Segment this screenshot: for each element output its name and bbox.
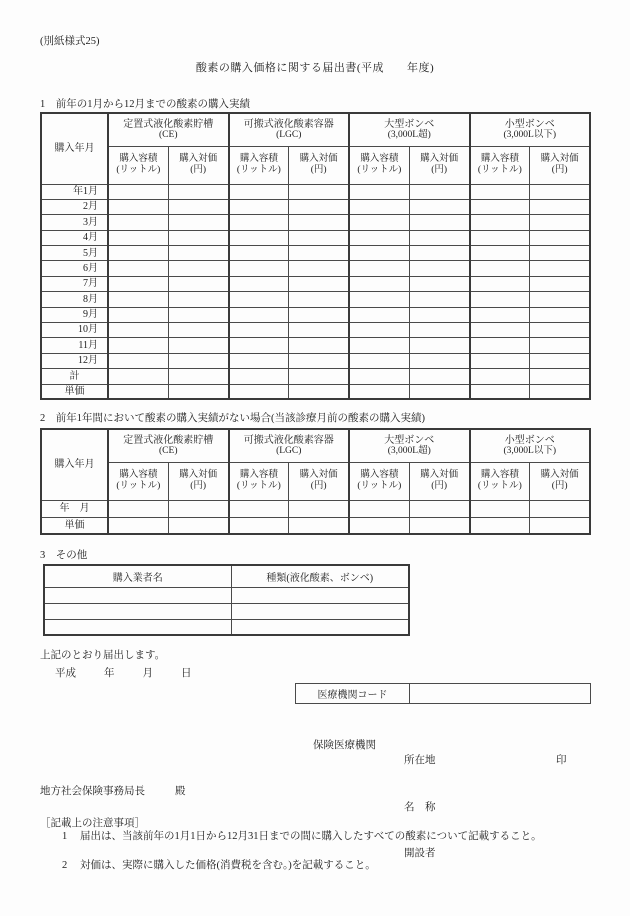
empty-value-cell	[289, 338, 349, 353]
subheader-volume	[470, 462, 530, 500]
empty-value-cell	[409, 353, 469, 368]
empty-value-cell	[289, 261, 349, 276]
group-header	[229, 429, 350, 462]
field-address-label: 所在地	[404, 755, 436, 766]
empty-value-cell	[168, 246, 228, 261]
group-name: 定置式液化酸素貯槽	[123, 434, 214, 446]
empty-value-cell	[470, 353, 530, 368]
empty-value-cell	[229, 184, 289, 199]
subheader-line1: 購入対価	[179, 470, 218, 481]
group-header	[229, 113, 350, 146]
empty-value-cell	[409, 199, 469, 214]
row-label: 11月	[41, 338, 108, 353]
empty-value-cell	[229, 292, 289, 307]
subheader-volume	[349, 146, 409, 184]
empty-value-cell	[530, 369, 590, 384]
empty-value-cell	[530, 338, 590, 353]
empty-value-cell	[229, 215, 289, 230]
empty-value-cell	[231, 587, 409, 603]
subheader-line2: (円)	[431, 481, 448, 491]
empty-value-cell	[168, 500, 228, 517]
subheader-volume	[470, 146, 530, 184]
empty-value-cell	[470, 292, 530, 307]
row-label: 計	[41, 369, 108, 384]
subheader-price	[289, 146, 349, 184]
empty-value-cell	[289, 230, 349, 245]
empty-value-cell	[229, 307, 289, 322]
empty-value-cell	[168, 261, 228, 276]
group-subtitle: (3,000L以下)	[503, 130, 556, 141]
empty-value-cell	[289, 500, 349, 517]
group-name: 小型ボンベ	[504, 118, 555, 130]
insured-institution-label: 保険医療機関	[313, 740, 376, 751]
row-label: 6月	[41, 261, 108, 276]
empty-value-cell	[108, 338, 168, 353]
empty-value-cell	[44, 603, 231, 619]
empty-value-cell	[349, 230, 409, 245]
empty-value-cell	[229, 369, 289, 384]
empty-value-cell	[289, 199, 349, 214]
subheader-line1: 購入容積	[239, 470, 278, 481]
table-row	[41, 261, 590, 276]
empty-value-cell	[108, 307, 168, 322]
group-name: 大型ボンベ	[384, 118, 435, 130]
date-month: 月	[142, 668, 153, 679]
empty-value-cell	[168, 517, 228, 534]
subheader-line1: 購入対価	[540, 470, 579, 481]
empty-value-cell	[409, 338, 469, 353]
empty-value-cell	[470, 323, 530, 338]
empty-value-cell	[229, 276, 289, 291]
empty-value-cell	[229, 338, 289, 353]
group-subtitle: (CE)	[159, 446, 178, 457]
empty-value-cell	[229, 323, 289, 338]
group-header	[470, 429, 591, 462]
empty-value-cell	[289, 369, 349, 384]
subheader-line1: 購入容積	[119, 154, 158, 165]
empty-value-cell	[168, 199, 228, 214]
subheader-line1: 購入容積	[360, 154, 399, 165]
group-name: 大型ボンベ	[384, 434, 435, 446]
empty-value-cell	[168, 338, 228, 353]
empty-value-cell	[108, 517, 168, 534]
empty-value-cell	[108, 230, 168, 245]
table-row	[41, 500, 590, 517]
empty-value-cell	[349, 500, 409, 517]
empty-value-cell	[470, 184, 530, 199]
empty-value-cell	[470, 246, 530, 261]
empty-value-cell	[168, 369, 228, 384]
row-label: 単価	[41, 517, 108, 534]
subheader-line2: (リットル)	[357, 165, 402, 175]
group-header	[470, 113, 591, 146]
purchase-table-annual-wrap	[40, 112, 591, 400]
row-label: 7月	[41, 276, 108, 291]
subheader-line2: (円)	[431, 165, 448, 175]
group-header	[108, 429, 229, 462]
group-name: 定置式液化酸素貯槽	[123, 118, 214, 130]
director-honorific: 殿	[175, 786, 186, 797]
empty-value-cell	[470, 261, 530, 276]
row-label: 年1月	[41, 184, 108, 199]
empty-value-cell	[349, 246, 409, 261]
row-label: 4月	[41, 230, 108, 245]
empty-value-cell	[349, 215, 409, 230]
other-table	[43, 564, 410, 636]
row-label: 10月	[41, 323, 108, 338]
empty-value-cell	[349, 323, 409, 338]
empty-value-cell	[229, 384, 289, 399]
subheader-line2: (円)	[310, 165, 327, 175]
other-header-type: 種類(液化酸素、ボンベ)	[231, 565, 409, 587]
group-name: 小型ボンベ	[504, 434, 555, 446]
subheader-line1: 購入対価	[540, 154, 579, 165]
empty-value-cell	[108, 384, 168, 399]
section2-heading: 2 前年1年間において酸素の購入実績がない場合(当該診療月前の酸素の購入実績)	[40, 413, 425, 424]
empty-value-cell	[530, 307, 590, 322]
subheader-line1: 購入対価	[420, 154, 459, 165]
subheader-line1: 購入容積	[360, 470, 399, 481]
empty-value-cell	[289, 246, 349, 261]
empty-value-cell	[409, 292, 469, 307]
note-item-1	[62, 830, 587, 845]
row-label: 年 月	[41, 500, 108, 517]
empty-value-cell	[108, 353, 168, 368]
subheader-line2: (円)	[310, 481, 327, 491]
subheader-line2: (円)	[190, 165, 207, 175]
row-label: 2月	[41, 199, 108, 214]
table-row	[41, 230, 590, 245]
other-table-header-row	[44, 565, 409, 587]
table-row	[44, 603, 409, 619]
empty-value-cell	[108, 215, 168, 230]
empty-value-cell	[470, 215, 530, 230]
subheader-line1: 購入容積	[239, 154, 278, 165]
empty-value-cell	[530, 184, 590, 199]
empty-value-cell	[168, 307, 228, 322]
notes-title: ［記載上の注意事項］	[40, 818, 145, 829]
row-label: 9月	[41, 307, 108, 322]
seal-mark: 印	[556, 755, 567, 766]
empty-value-cell	[229, 261, 289, 276]
subheader-volume	[229, 146, 289, 184]
group-header	[108, 113, 229, 146]
empty-value-cell	[168, 184, 228, 199]
subheader-line2: (リットル)	[116, 165, 161, 175]
empty-value-cell	[229, 517, 289, 534]
empty-value-cell	[108, 199, 168, 214]
empty-value-cell	[409, 307, 469, 322]
empty-value-cell	[409, 246, 469, 261]
empty-value-cell	[409, 215, 469, 230]
page-title: 酸素の購入価格に関する届出書(平成 年度)	[195, 62, 435, 74]
subheader-price	[530, 462, 590, 500]
empty-value-cell	[349, 353, 409, 368]
empty-value-cell	[349, 338, 409, 353]
empty-value-cell	[108, 184, 168, 199]
empty-value-cell	[530, 500, 590, 517]
empty-value-cell	[470, 369, 530, 384]
empty-value-cell	[470, 230, 530, 245]
empty-value-cell	[108, 292, 168, 307]
empty-value-cell	[470, 276, 530, 291]
empty-value-cell	[229, 500, 289, 517]
empty-value-cell	[470, 384, 530, 399]
subheader-price	[409, 146, 469, 184]
empty-value-cell	[470, 307, 530, 322]
table-row	[41, 292, 590, 307]
subheader-line1: 購入容積	[480, 154, 519, 165]
subheader-price	[168, 462, 228, 500]
section1-heading: 1 前年の1月から12月までの酸素の購入実績	[40, 99, 250, 110]
subheader-line1: 購入対価	[299, 154, 338, 165]
purchase-table	[40, 428, 591, 535]
empty-value-cell	[168, 276, 228, 291]
empty-value-cell	[349, 517, 409, 534]
empty-value-cell	[229, 246, 289, 261]
director-line	[40, 783, 186, 798]
empty-value-cell	[530, 276, 590, 291]
column-header-month: 購入年月	[41, 429, 108, 500]
table-row	[41, 215, 590, 230]
date-line	[55, 665, 220, 680]
table-row	[41, 184, 590, 199]
empty-value-cell	[409, 384, 469, 399]
medical-institution-code-value	[410, 684, 590, 703]
empty-value-cell	[470, 517, 530, 534]
group-name: 可搬式液化酸素容器	[243, 434, 334, 446]
subheader-line2: (円)	[190, 481, 207, 491]
empty-value-cell	[409, 184, 469, 199]
subheader-line2: (リットル)	[236, 165, 281, 175]
empty-value-cell	[409, 323, 469, 338]
empty-value-cell	[530, 199, 590, 214]
subheader-price	[530, 146, 590, 184]
subheader-line2: (リットル)	[477, 165, 522, 175]
empty-value-cell	[470, 500, 530, 517]
empty-value-cell	[530, 384, 590, 399]
subheader-volume	[108, 146, 168, 184]
table-row	[41, 276, 590, 291]
empty-value-cell	[349, 292, 409, 307]
section3-heading: 3 その他	[40, 550, 88, 561]
director-label: 地方社会保険事務局長	[40, 786, 145, 797]
subheader-volume	[229, 462, 289, 500]
table-row	[44, 619, 409, 635]
subheader-volume	[349, 462, 409, 500]
empty-value-cell	[289, 292, 349, 307]
empty-value-cell	[349, 384, 409, 399]
empty-value-cell	[289, 353, 349, 368]
empty-value-cell	[289, 215, 349, 230]
row-label: 12月	[41, 353, 108, 368]
group-subtitle: (LGC)	[276, 130, 302, 141]
subheader-line1: 購入対価	[179, 154, 218, 165]
group-subtitle: (3,000L以下)	[503, 446, 556, 457]
subheader-price	[289, 462, 349, 500]
empty-value-cell	[530, 517, 590, 534]
empty-value-cell	[289, 307, 349, 322]
empty-value-cell	[168, 323, 228, 338]
table-row	[41, 199, 590, 214]
empty-value-cell	[229, 199, 289, 214]
empty-value-cell	[289, 517, 349, 534]
empty-value-cell	[409, 261, 469, 276]
subheader-price	[168, 146, 228, 184]
purchase-table-no-history-wrap	[40, 428, 591, 535]
note-2-number: 2	[62, 860, 68, 871]
row-label: 単価	[41, 384, 108, 399]
subheader-line2: (リットル)	[116, 481, 161, 491]
empty-value-cell	[289, 323, 349, 338]
empty-value-cell	[349, 276, 409, 291]
subheader-line2: (リットル)	[236, 481, 281, 491]
empty-value-cell	[530, 261, 590, 276]
table-row	[41, 353, 590, 368]
group-name: 可搬式液化酸素容器	[243, 118, 334, 130]
empty-value-cell	[168, 292, 228, 307]
empty-value-cell	[231, 603, 409, 619]
empty-value-cell	[349, 199, 409, 214]
declaration-text: 上記のとおり届出します。	[40, 650, 166, 661]
empty-value-cell	[231, 619, 409, 635]
empty-value-cell	[349, 369, 409, 384]
empty-value-cell	[168, 384, 228, 399]
table-row	[41, 369, 590, 384]
subheader-price	[409, 462, 469, 500]
empty-value-cell	[530, 323, 590, 338]
empty-value-cell	[409, 517, 469, 534]
empty-value-cell	[108, 323, 168, 338]
note-1-text: 届出は、当該前年の1月1日から12月31日までの間に購入したすべての酸素について記載すること。	[80, 831, 542, 842]
empty-value-cell	[108, 246, 168, 261]
subheader-line1: 購入容積	[480, 470, 519, 481]
empty-value-cell	[229, 230, 289, 245]
subheader-line2: (円)	[551, 165, 568, 175]
empty-value-cell	[409, 500, 469, 517]
empty-value-cell	[108, 500, 168, 517]
subheader-line2: (リットル)	[477, 481, 522, 491]
empty-value-cell	[44, 587, 231, 603]
empty-value-cell	[530, 215, 590, 230]
empty-value-cell	[530, 353, 590, 368]
table-row	[41, 338, 590, 353]
subheader-line1: 購入容積	[119, 470, 158, 481]
subheader-line2: (リットル)	[357, 481, 402, 491]
row-label: 8月	[41, 292, 108, 307]
empty-value-cell	[108, 261, 168, 276]
group-subtitle: (3,000L超)	[387, 446, 431, 457]
empty-value-cell	[409, 276, 469, 291]
medical-institution-code-label: 医療機関コード	[296, 684, 410, 703]
table-row	[41, 323, 590, 338]
table-row	[44, 587, 409, 603]
empty-value-cell	[409, 230, 469, 245]
subheader-line1: 購入対価	[420, 470, 459, 481]
column-header-month: 購入年月	[41, 113, 108, 184]
row-label: 5月	[41, 246, 108, 261]
empty-value-cell	[108, 276, 168, 291]
group-subtitle: (CE)	[159, 130, 178, 141]
group-subtitle: (LGC)	[276, 446, 302, 457]
empty-value-cell	[470, 338, 530, 353]
empty-value-cell	[229, 353, 289, 368]
table-row	[41, 517, 590, 534]
subheader-line2: (円)	[551, 481, 568, 491]
empty-value-cell	[168, 215, 228, 230]
group-header	[349, 429, 470, 462]
empty-value-cell	[349, 307, 409, 322]
empty-value-cell	[349, 261, 409, 276]
empty-value-cell	[168, 230, 228, 245]
empty-value-cell	[530, 292, 590, 307]
field-founder-label: 開設者	[404, 848, 436, 859]
empty-value-cell	[530, 246, 590, 261]
note-2-text: 対価は、実際に購入した価格(消費税を含む。)を記載すること。	[80, 860, 376, 871]
other-header-vendor: 購入業者名	[44, 565, 231, 587]
purchase-table	[40, 112, 591, 400]
empty-value-cell	[168, 353, 228, 368]
empty-value-cell	[349, 184, 409, 199]
table-row	[41, 246, 590, 261]
empty-value-cell	[289, 184, 349, 199]
empty-value-cell	[530, 230, 590, 245]
group-header	[349, 113, 470, 146]
field-name-label: 名 称	[404, 801, 436, 813]
note-item-2	[62, 859, 587, 874]
empty-value-cell	[289, 384, 349, 399]
subheader-line1: 購入対価	[299, 470, 338, 481]
medical-institution-code-box	[295, 683, 591, 704]
note-1-number: 1	[62, 831, 68, 842]
empty-value-cell	[44, 619, 231, 635]
empty-value-cell	[289, 276, 349, 291]
subheader-volume	[108, 462, 168, 500]
table-row	[41, 307, 590, 322]
date-era: 平成	[55, 668, 76, 679]
empty-value-cell	[470, 199, 530, 214]
date-day: 日	[181, 668, 192, 679]
date-year: 年	[104, 668, 115, 679]
empty-value-cell	[409, 369, 469, 384]
form-code: (別紙様式25)	[40, 36, 100, 47]
other-table-wrap	[43, 564, 410, 636]
table-row	[41, 384, 590, 399]
row-label: 3月	[41, 215, 108, 230]
group-subtitle: (3,000L超)	[387, 130, 431, 141]
empty-value-cell	[108, 369, 168, 384]
